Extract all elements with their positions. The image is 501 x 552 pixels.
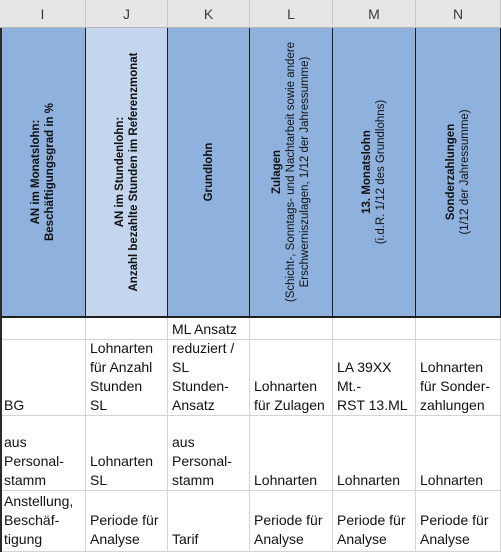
header-title: Grundlohn <box>202 142 215 202</box>
table-cell[interactable]: Lohnarten <box>250 416 333 491</box>
header-note: (Schicht-, Sonntags- und Nachtarbeit sowie andere Erschwerniszulagen, 1/12 der Jahressumme) <box>285 41 311 303</box>
table-cell[interactable]: Periode für Analyse <box>250 491 333 552</box>
header-cell-grundlohn[interactable] <box>168 28 250 318</box>
table-cell[interactable]: Lohnarten SL <box>86 416 168 491</box>
column-header-l[interactable]: L <box>250 0 333 28</box>
column-header-m[interactable]: M <box>333 0 416 28</box>
table-cell[interactable] <box>250 318 333 340</box>
table-left-border <box>0 28 2 552</box>
column-header-j[interactable]: J <box>86 0 168 28</box>
header-cell-zulagen[interactable] <box>250 28 333 318</box>
header-cell-stunden[interactable] <box>86 28 168 318</box>
table-cell[interactable]: Lohnarten für Sonder- zahlungen <box>416 340 501 416</box>
header-cell-beschaeftigungsgrad[interactable] <box>0 28 86 318</box>
table-cell[interactable]: LA 39XX Mt.- RST 13.ML <box>333 340 416 416</box>
table-cell[interactable]: BG <box>0 340 86 416</box>
table-cell[interactable]: Lohnarten <box>416 416 501 491</box>
table-cell[interactable] <box>0 318 86 340</box>
table-cell[interactable]: Periode für Analyse <box>416 491 501 552</box>
table-cell[interactable]: aus Personal- stamm <box>168 416 250 491</box>
column-header-i[interactable]: I <box>0 0 86 28</box>
header-title: Zulagen <box>271 149 283 195</box>
table-cell[interactable]: Lohnarten für Anzahl Stunden SL <box>86 340 168 416</box>
header-note: (1/12 der Jahressumme) <box>459 109 471 235</box>
table-cell[interactable] <box>86 318 168 340</box>
header-cell-13-monatslohn[interactable] <box>333 28 416 318</box>
header-title: AN im Monatslohn: Beschäftigungsgrad in % <box>29 102 56 242</box>
table-cell[interactable]: ML Ansatz reduziert / SL Stunden- Ansatz <box>168 340 250 416</box>
table-cell[interactable]: aus Personal- stamm <box>0 416 86 491</box>
table-cell[interactable]: Periode für Analyse <box>86 491 168 552</box>
header-title: Sonderzahlungen <box>445 123 457 221</box>
header-title: AN im Stundenlohn: Anzahl bezahlte Stunden im Referenzmonat <box>113 52 140 292</box>
table-cell[interactable]: Lohnarten für Zulagen <box>250 340 333 416</box>
table-cell[interactable] <box>333 318 416 340</box>
table-cell[interactable]: Anstellung, Beschäf- tigung <box>0 491 86 552</box>
header-title: 13. Monatslohn <box>361 130 373 214</box>
table-cell[interactable]: Lohnarten <box>333 416 416 491</box>
column-header-n[interactable]: N <box>416 0 501 28</box>
table-cell[interactable] <box>416 318 501 340</box>
header-note: (i.d.R. 1/12 des Grundlohns) <box>375 99 387 245</box>
column-header-k[interactable]: K <box>168 0 250 28</box>
header-cell-sonderzahlungen[interactable] <box>416 28 501 318</box>
table-cell[interactable]: Periode für Analyse <box>333 491 416 552</box>
table-cell[interactable]: Tarif <box>168 491 250 552</box>
